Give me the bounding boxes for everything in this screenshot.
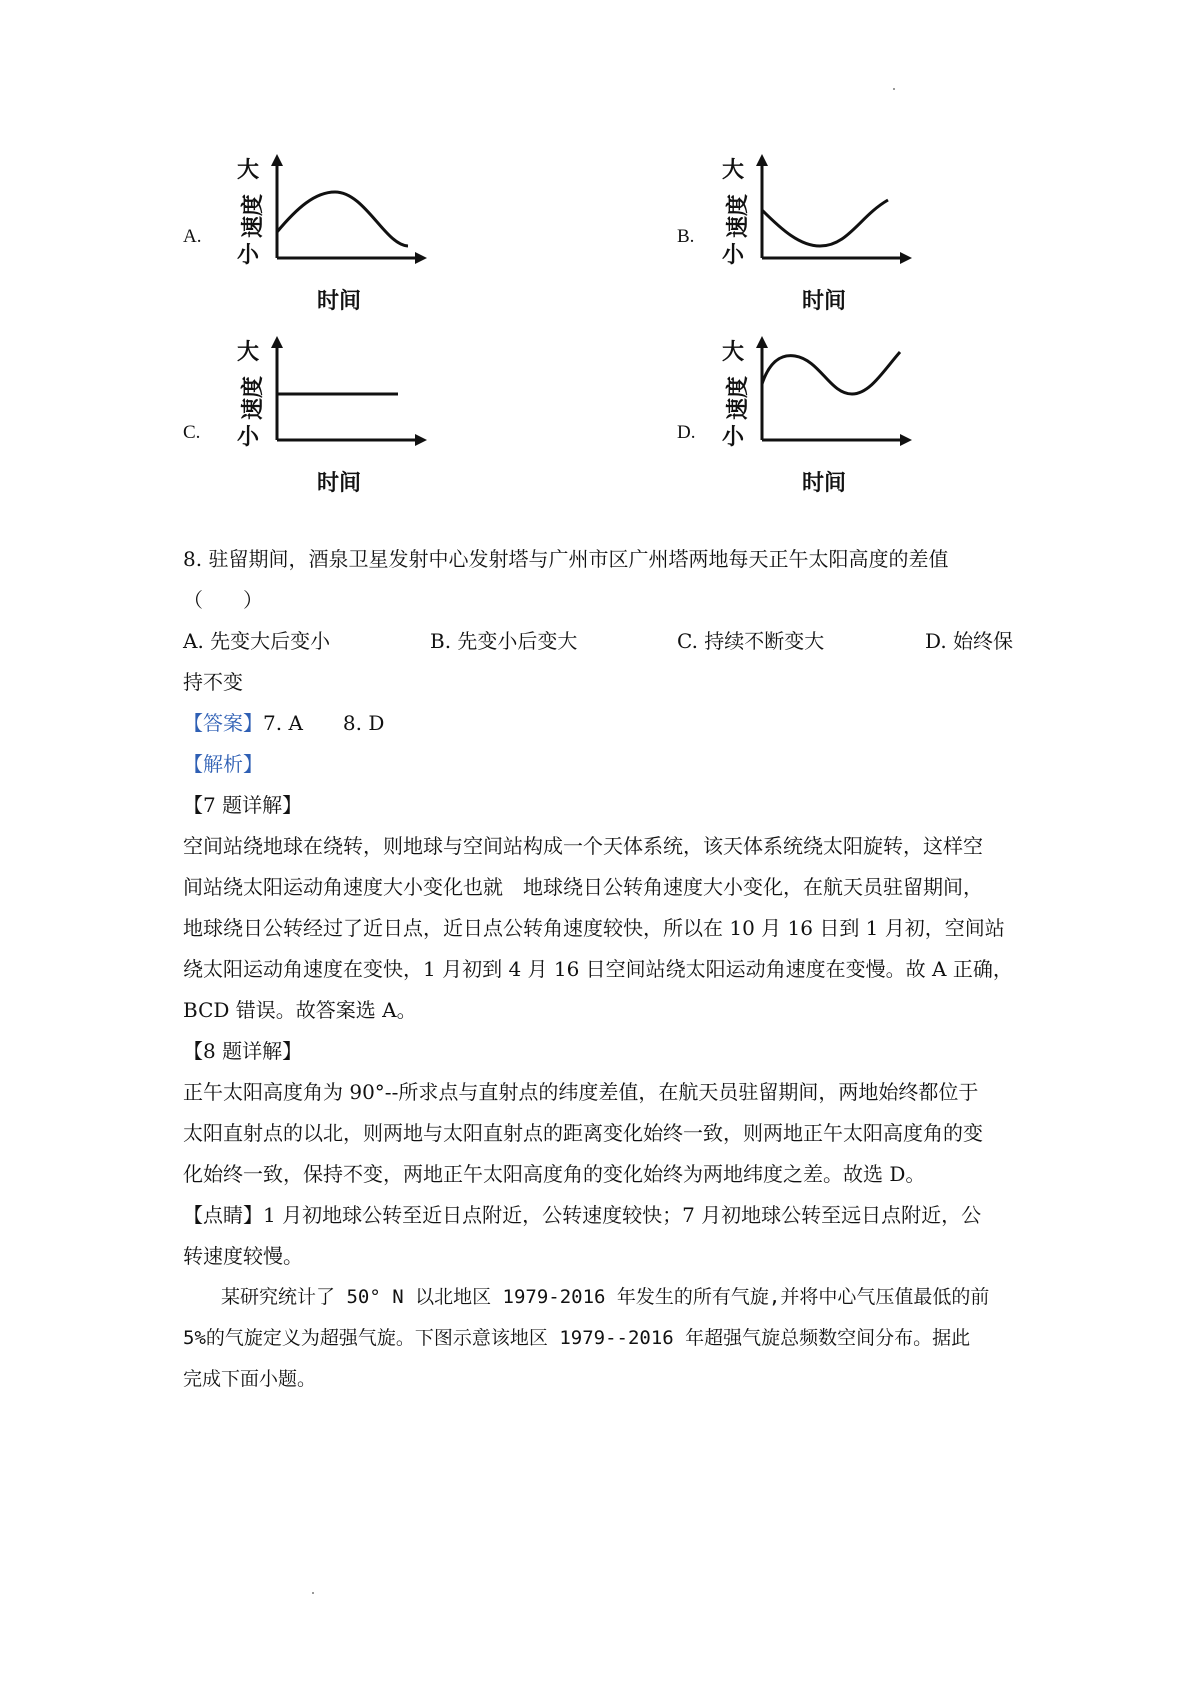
detail-7-line: 地球绕日公转经过了近日点，近日点公转角速度较快，所以在 10 月 16 日到 1 月初，空间站: [183, 916, 1005, 940]
detail-7-line: 空间站绕地球在绕转，则地球与空间站构成一个天体系统，该天体系统绕太阳旋转，这样空: [183, 834, 983, 858]
option-letter-d: D.: [677, 422, 696, 443]
answer-text: 7. A 8. D: [263, 711, 385, 735]
x-axis-label: 时间: [802, 289, 847, 314]
question-8-option-a: A. 先变大后变小: [183, 629, 331, 653]
y-axis-label: 速度: [241, 193, 266, 238]
tip-line: [183, 1199, 981, 1228]
y-axis-bottom-label: 小: [722, 243, 745, 268]
detail-7-line: 间站绕太阳运动角速度大小变化也就 地球绕日公转角速度大小变化，在航天员驻留期间，: [183, 875, 983, 899]
detail-8-line: 化始终一致，保持不变，两地正午太阳高度角的变化始终为两地纬度之差。故选 D。: [183, 1162, 926, 1186]
answer-line: [183, 707, 384, 736]
question-8-option-c: C. 持续不断变大: [677, 629, 825, 653]
detail-8-tag: 【8 题详解】: [183, 1039, 303, 1063]
y-axis-bottom-label: 小: [237, 243, 260, 268]
graph-b: [720, 150, 920, 325]
y-axis-bottom-label: 小: [237, 425, 260, 450]
analysis-tag: 【解析】: [183, 752, 263, 776]
y-axis-top-label: 大: [722, 158, 745, 183]
intro-line: 5%的气旋定义为超强气旋。下图示意该地区 1979--2016 年超强气旋总频数空间分布。据此: [183, 1327, 971, 1349]
y-axis-top-label: 大: [237, 340, 260, 365]
question-8-stem: 8. 驻留期间，酒泉卫星发射中心发射塔与广州市区广州塔两地每天正午太阳高度的差值: [183, 547, 949, 571]
question-8-option-d: D. 始终保: [925, 629, 1014, 653]
speed-curve: [277, 192, 408, 246]
speed-curve: [762, 200, 888, 246]
x-axis-label: 时间: [317, 471, 362, 496]
graph-c: [235, 332, 435, 507]
answer-tag: 【答案】: [183, 711, 263, 735]
detail-8-line: 正午太阳高度角为 90°--所求点与直射点的纬度差值，在航天员驻留期间，两地始终都位于: [183, 1080, 979, 1104]
tip-tag: 【点睛】: [183, 1203, 263, 1227]
question-8-option-d-cont: 持不变: [183, 670, 243, 694]
graph-d: [720, 332, 920, 507]
detail-8-line: 太阳直射点的以北，则两地与太阳直射点的距离变化始终一致，则两地正午太阳高度角的变: [183, 1121, 983, 1145]
y-axis-bottom-label: 小: [722, 425, 745, 450]
option-letter-a: A.: [183, 226, 202, 247]
y-axis-label: 速度: [726, 193, 751, 238]
x-axis-label: 时间: [802, 471, 847, 496]
y-axis-top-label: 大: [237, 158, 260, 183]
detail-7-line: BCD 错误。故答案选 A。: [183, 998, 417, 1022]
tip-line-2: 转速度较慢。: [183, 1244, 303, 1268]
question-8-option-b: B. 先变小后变大: [430, 629, 578, 653]
y-axis-top-label: 大: [722, 340, 745, 365]
tip-text: 1 月初地球公转至近日点附近，公转速度较快；7 月初地球公转至远日点附近，公: [263, 1203, 982, 1227]
intro-line: 某研究统计了 50° N 以北地区 1979-2016 年发生的所有气旋,并将中心气压值最低的前: [183, 1286, 990, 1308]
question-8-paren: （ ）: [183, 588, 263, 612]
detail-7-tag: 【7 题详解】: [183, 793, 303, 817]
scan-speck-top: [893, 88, 895, 90]
option-letter-c: C.: [183, 422, 201, 443]
graph-a: [235, 150, 435, 325]
option-letter-b: B.: [677, 226, 695, 247]
y-axis-label: 速度: [726, 375, 751, 420]
y-axis-label: 速度: [241, 375, 266, 420]
detail-7-line: 绕太阳运动角速度在变快，1 月初到 4 月 16 日空间站绕太阳运动角速度在变慢。故 A 正确，: [183, 957, 1013, 981]
x-axis-label: 时间: [317, 289, 362, 314]
intro-line: 完成下面小题。: [183, 1368, 317, 1390]
scan-speck-bottom: [312, 1592, 314, 1594]
speed-curve: [762, 352, 900, 394]
